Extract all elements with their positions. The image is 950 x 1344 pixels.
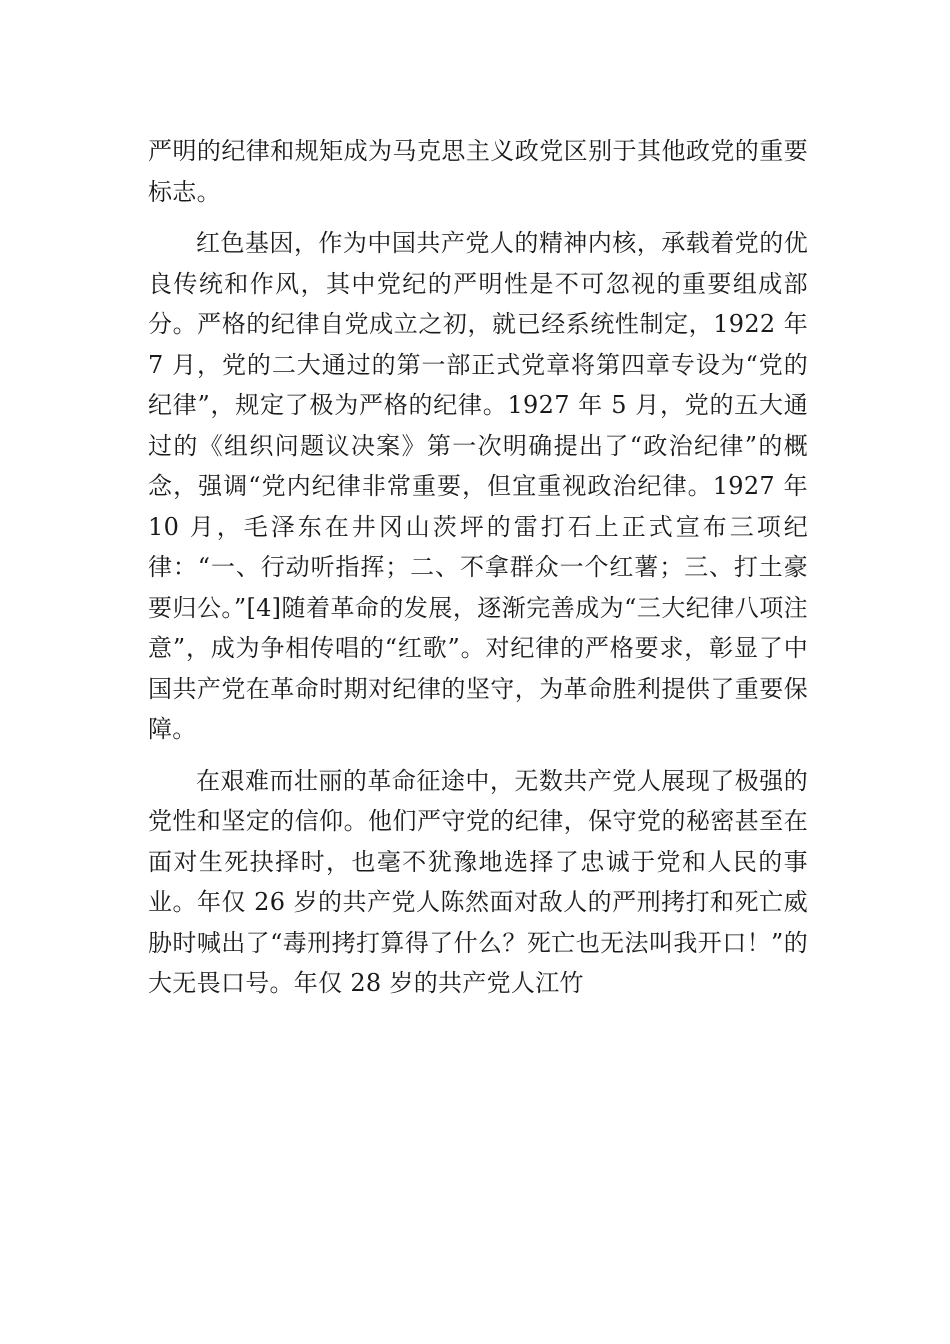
paragraph-3: 在艰难而壮丽的革命征途中，无数共产党人展现了极强的党性和坚定的信仰。他们严守党的纪律，保守党的秘密甚至在面对生死抉择时，也毫不犹豫地选择了忠诚于党和人民的事业。年仅 26 岁的共产党人陈然面对敌人的严刑拷打和死亡威胁时喊出了“毒刑拷打算得了什么？死亡也无法叫我开口！”的大无畏口号。年仅 28 岁的共产党人江竹	[148, 766, 808, 997]
paragraph-1: 严明的纪律和规矩成为马克思主义政党区别于其他政党的重要标志。	[148, 137, 808, 206]
paragraph-2: 红色基因，作为中国共产党人的精神内核，承载着党的优良传统和作风，其中党纪的严明性是不可忽视的重要组成部分。严格的纪律自党成立之初，就已经系统性制定，1922 年 7 月，党的二大通过的第一部正式党章将第四章专设为“党的纪律”，规定了极为严格的纪律。1927 年 5 月，党的五大通过的《组织问题议决案》第一次明确提出了“政治纪律”的概念，强调“党内纪律非常重要，但宜重视政治纪律。1927 年 10 月，毛泽东在井冈山茨坪的雷打石上正式宣布三项纪律：“一、行动听指挥；二、不拿群众一个红薯；三、打土豪要归公。”[4]随着革命的发展，逐渐完善成为“三大纪律八项注意”，成为争相传唱的“红歌”。对纪律的严格要求，彰显了中国共产党在革命时期对纪律的坚守，为革命胜利提供了重要保障。	[148, 229, 808, 743]
body-text	[148, 131, 808, 1004]
